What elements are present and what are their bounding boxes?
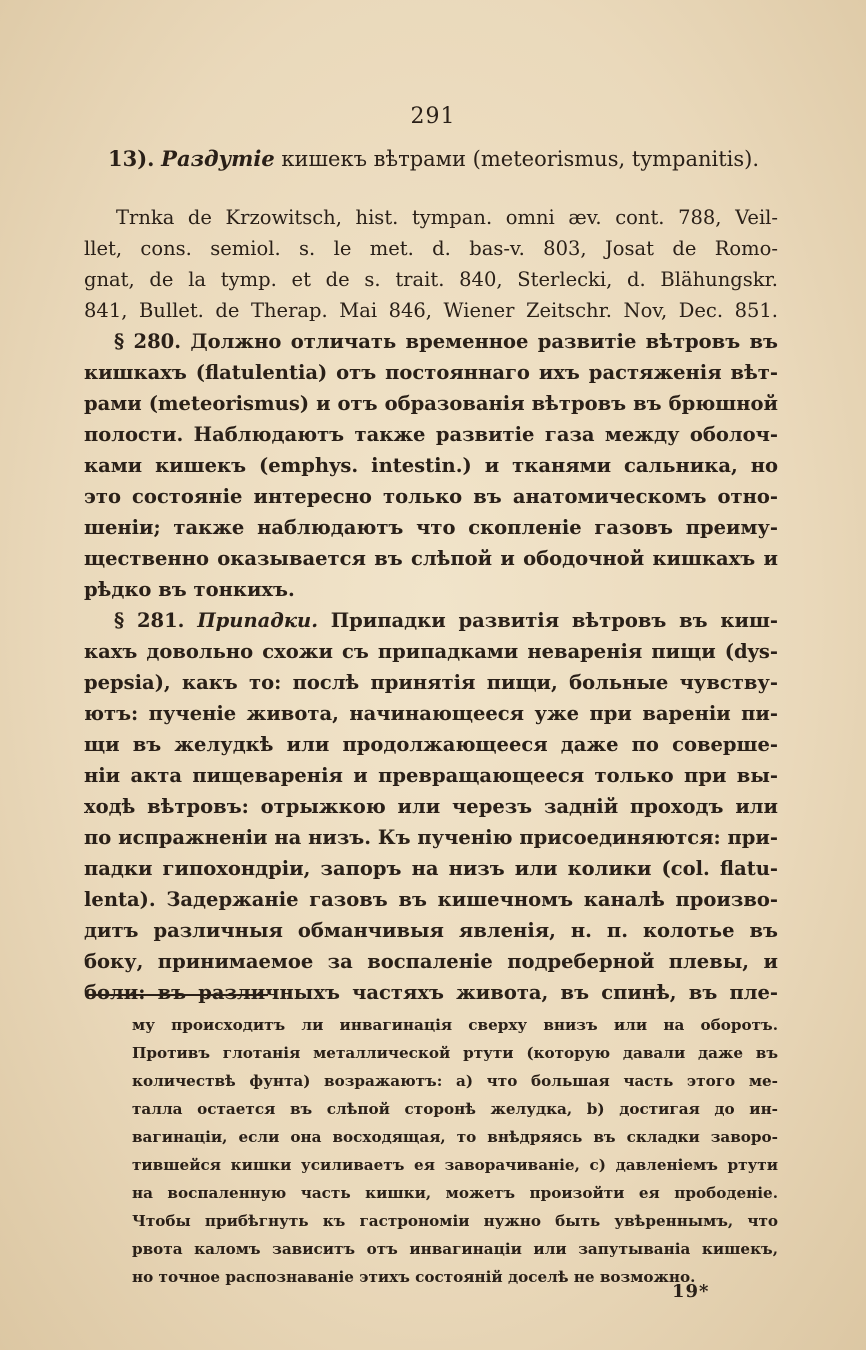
paragraph-281-line: по испражненіи на низъ. Къ пученію присоединяются: при-: [84, 826, 778, 849]
heading-rest: кишекъ вѣтрами (meteorismus, tympanitis).: [274, 147, 760, 171]
paragraph-281-line: ніи акта пищеваренія и превращающееся только при вы-: [84, 764, 778, 787]
paragraph-280-line: шеніи; также наблюдаютъ что скопленіе газовъ преиму-: [84, 516, 778, 539]
section-281-rest: Припадки развитія вѣтровъ въ киш-: [318, 609, 778, 632]
paragraph-280-line: полости. Наблюдаютъ также развитіе газа между оболоч-: [84, 423, 778, 446]
footnote-line: рвота каломъ зависитъ отъ инвагинаціи или запутываніа кишекъ,: [132, 1240, 778, 1258]
page-number: 291: [410, 104, 456, 129]
paragraph-280-line: рами (meteorismus) и отъ образованія вѣтровъ въ брюшной: [84, 392, 778, 415]
footnote-line: Чтобы прибѣгнуть къ гастрономіи нужно быть увѣреннымъ, что: [132, 1212, 778, 1230]
paragraph-280-line: рѣдко въ тонкихъ.: [84, 578, 295, 601]
bibliography-line: 841, Bullet. de Therap. Mai 846, Wiener Zeitschr. Nov, Dec. 851.: [84, 299, 778, 322]
paragraph-280-line: щественно оказывается въ слѣпой и ободочной кишкахъ и: [84, 547, 778, 570]
bibliography-line: Trnka de Krzowitsch, hist. tympan. omni æv. cont. 788, Veil-: [116, 206, 778, 229]
footnote-line: но точное распознаваніе этихъ состояній доселѣ не возможно.: [132, 1268, 696, 1286]
heading-term: Раздутіе: [161, 146, 275, 171]
heading-number: 13).: [108, 146, 155, 171]
bibliography-line: gnat, de la tymp. et de s. trait. 840, Sterlecki, d. Blähungskr.: [84, 268, 778, 291]
section-281-marker: § 281.: [114, 609, 185, 632]
printer-signature: 19*: [672, 1281, 710, 1302]
footnote-divider: [88, 994, 268, 996]
paragraph-281-line: ходѣ вѣтровъ: отрыжкою или черезъ задній проходъ или: [84, 795, 778, 818]
paragraph-280-line: кишкахъ (flatulentia) отъ постояннаго ихъ растяженія вѣт-: [84, 361, 778, 384]
paragraph-281-line: боку, принимаемое за воспаленіе подреберной плевы, и: [84, 950, 778, 973]
footnote-line: му происходитъ ли инвагинація сверху внизъ или на оборотъ.: [132, 1016, 778, 1034]
footnote-line: Противъ глотанія металлической ртути (которую давали даже въ: [132, 1044, 778, 1062]
footnote-line: на воспаленную часть кишки, можетъ произойти ея прободеніе.: [132, 1184, 778, 1202]
footnote-line: количествѣ фунта) возражаютъ: a) что большая часть этого ме-: [132, 1072, 778, 1090]
paragraph-281-line: дитъ различныя обманчивыя явленія, н. п. колотье въ: [84, 919, 778, 942]
paragraph-281-line: боли: въ различныхъ частяхъ живота, въ спинѣ, въ пле-: [84, 981, 778, 1004]
paragraph-280-line: это состояніе интересно только въ анатомическомъ отно-: [84, 485, 778, 508]
paragraph-280-line: § 280. Должно отличать временное развитіе вѣтровъ въ: [114, 330, 778, 353]
paragraph-281-line: ютъ: пученіе живота, начинающееся уже при вареніи пи-: [84, 702, 778, 725]
section-281-term: Припадки.: [197, 609, 318, 632]
footnote-line: талла остается въ слѣпой сторонѣ желудка, b) достигая до ин-: [132, 1100, 778, 1118]
footnote-line: вагинаціи, если она восходящая, то внѣдряясь въ складки заворо-: [132, 1128, 778, 1146]
paragraph-281-line: pepsia), какъ то: послѣ принятія пищи, больные чувству-: [84, 671, 778, 694]
bibliography-line: llet, cons. semiol. s. le met. d. bas-v. 803, Josat de Romo-: [84, 237, 778, 260]
footnote: [132, 1011, 778, 1291]
paragraph-281-line: кахъ довольно схожи съ припадками неваренія пищи (dys-: [84, 640, 778, 663]
paragraph-281-line: падки гипохондріи, запоръ на низъ или колики (col. flatu-: [84, 857, 778, 880]
main-text: [84, 202, 778, 1008]
paragraph-280-line: ками кишекъ (emphys. intestin.) и тканями сальника, но: [84, 454, 778, 477]
paragraph-281-first-line: [84, 605, 778, 636]
section-heading: [108, 146, 808, 171]
paragraph-281-line: щи въ желудкѣ или продолжающееся даже по соверше-: [84, 733, 778, 756]
footnote-line: тившейся кишки усиливаетъ ея заворачиваніе, c) давленіемъ ртути: [132, 1156, 778, 1174]
paragraph-281-line: lenta). Задержаніе газовъ въ кишечномъ каналѣ произво-: [84, 888, 778, 911]
